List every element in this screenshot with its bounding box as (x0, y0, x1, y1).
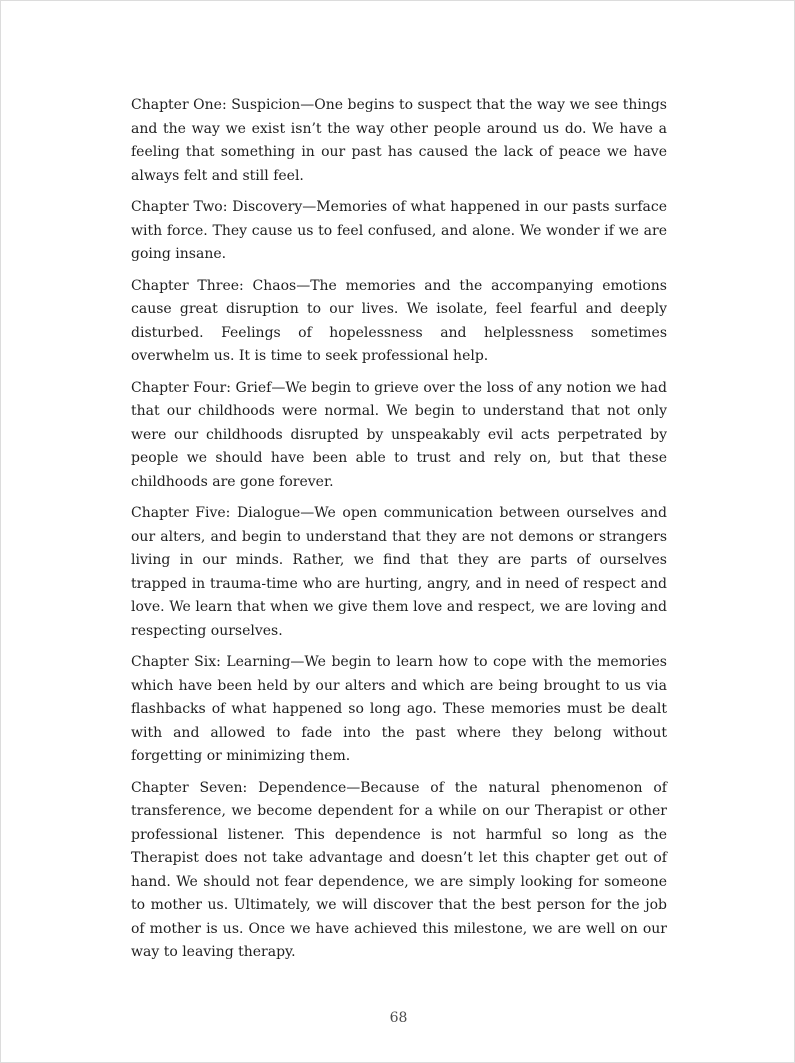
paragraph-chapter-two: Chapter Two: Discovery—Memories of what happened in our pasts surface with force. They cause us to feel confused, and alone. We wonder if we are going insane. (131, 199, 667, 262)
paragraph-chapter-seven: Chapter Seven: Dependence—Because of the natural phenomenon of transference, we become dependent for a while on our Therapist or other professional listener. This dependence is not harmful so long as the Therapist does not take advantage and doesn’t let this chapter get out of hand. We should not fear dependence, we are simply looking for someone to mother us. Ultimately, we will discover that the best person for the job of mother is us. Once we have achieved this milestone, we are well on our way to leaving therapy. (131, 779, 667, 960)
page-body (131, 94, 667, 973)
paragraph-chapter-three: Chapter Three: Chaos—The memories and the accompanying emotions cause great disruption to our lives. We isolate, feel fearful and deeply disturbed. Feelings of hopelessness and helplessness sometimes overwhelm us. It is time to seek professional help. (131, 277, 667, 364)
page-number: 68 (389, 1010, 408, 1026)
paragraph-chapter-one: Chapter One: Suspicion—One begins to suspect that the way we see things and the way we exist isn’t the way other people around us do. We have a feeling that something in our past has caused the lack of peace we have always felt and still feel. (131, 97, 667, 184)
paragraph-chapter-six: Chapter Six: Learning—We begin to learn how to cope with the memories which have been held by our alters and which are being brought to us via flashbacks of what happened so long ago. These memories must be dealt with and allowed to fade into the past where they belong without forgetting or minimizing them. (131, 654, 667, 764)
paragraph-chapter-five: Chapter Five: Dialogue—We open communication between ourselves and our alters, and begin to understand that they are not demons or strangers living in our minds. Rather, we find that they are parts of ourselves trapped in trauma-time who are hurting, angry, and in need of respect and love. We learn that when we give them love and respect, we are loving and respecting ourselves. (131, 505, 667, 639)
paragraph-chapter-four: Chapter Four: Grief—We begin to grieve over the loss of any notion we had that our childhoods were normal. We begin to understand that not only were our childhoods disrupted by unspeakably evil acts perpetrated by people we should have been able to trust and rely on, but that these childhoods are gone forever. (131, 379, 667, 490)
